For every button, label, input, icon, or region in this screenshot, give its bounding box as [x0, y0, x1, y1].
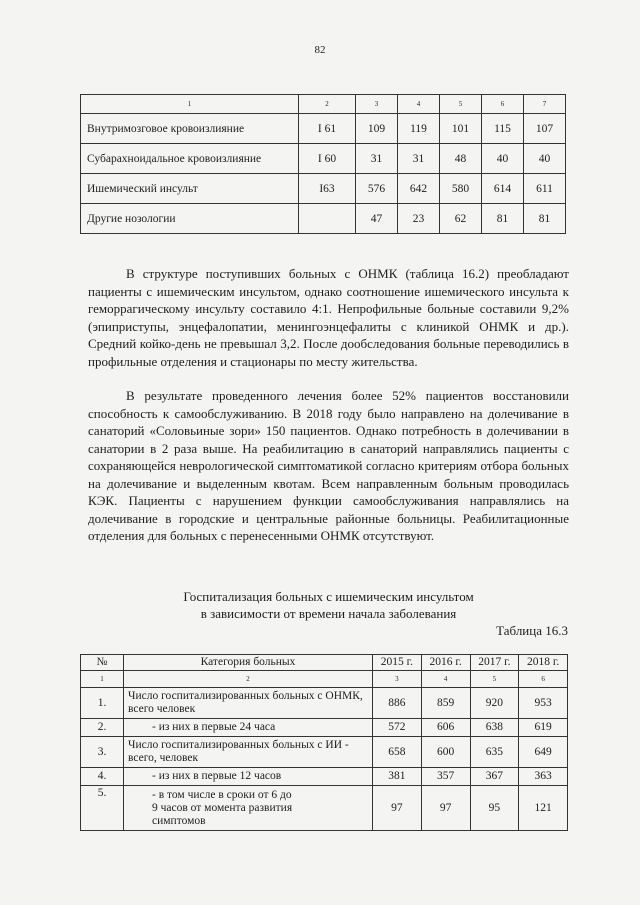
- table-header-row: [81, 95, 566, 114]
- table-number: Таблица 16.3: [496, 623, 568, 638]
- table-row: [81, 204, 566, 234]
- value-cell: 619: [519, 719, 568, 737]
- index-cell: 5: [470, 671, 519, 688]
- column-header: 2016 г.: [421, 655, 470, 671]
- category-cell: [124, 768, 373, 786]
- category: - в том числе в сроки от 6 до 9 часов от момента развития симптомов: [152, 788, 293, 827]
- row-number: 1.: [81, 688, 124, 719]
- header-cell: 6: [482, 95, 524, 114]
- row-name: Другие нозологии: [81, 204, 299, 234]
- value-cell: 635: [470, 737, 519, 768]
- table-caption-line2: в зависимости от времени начала заболевания: [200, 606, 457, 621]
- column-header: №: [81, 655, 124, 671]
- header-cell: 7: [524, 95, 566, 114]
- cell: 23: [398, 204, 440, 234]
- cell: 81: [524, 204, 566, 234]
- value-cell: 381: [373, 768, 422, 786]
- header-cell: 1: [81, 95, 299, 114]
- category: - из них в первые 12 часов: [152, 770, 282, 782]
- column-header: 2017 г.: [470, 655, 519, 671]
- index-cell: 2: [124, 671, 373, 688]
- paragraph-stroke-structure: [88, 265, 569, 370]
- row-name: Ишемический инсульт: [81, 174, 299, 204]
- value-cell: 649: [519, 737, 568, 768]
- table-row: [81, 144, 566, 174]
- cell: 81: [482, 204, 524, 234]
- value-cell: 953: [519, 688, 568, 719]
- table-header-row: [81, 655, 568, 671]
- category: Число госпитализированных больных с ИИ - всего, человек: [124, 737, 373, 768]
- table-row: [81, 114, 566, 144]
- value-cell: 363: [519, 768, 568, 786]
- cell: 31: [398, 144, 440, 174]
- column-header: Категория больных: [124, 655, 373, 671]
- value-cell: 95: [470, 786, 519, 831]
- cell: I63: [299, 174, 356, 204]
- header-cell: 3: [356, 95, 398, 114]
- value-cell: 367: [470, 768, 519, 786]
- category: Число госпитализированных больных с ОНМК, всего человек: [124, 688, 373, 719]
- cell: 40: [482, 144, 524, 174]
- category-cell: [124, 719, 373, 737]
- cell: 611: [524, 174, 566, 204]
- value-cell: 606: [421, 719, 470, 737]
- value-cell: 886: [373, 688, 422, 719]
- index-cell: 1: [81, 671, 124, 688]
- value-cell: 121: [519, 786, 568, 831]
- paragraph-text: В результате проведенного лечения более 52% пациентов восстановили способность к самообслуживанию. В 2018 году было направлено на долечивание в санаторий «Соловьиные зори» 150 пациентов. Однако потребность в долечивании в санатории в 2 раза выше. На реабилитацию в санаторий направлялись пациенты с сохраняющейся неврологической симптоматикой согласно критериям отбора больных на долечивание и выделенным квотам. Всем направленным больным проводилась КЭК. Пациенты с нарушением функции самообслуживания направлялись на долечивание в городские и центральные районные больницы. Реабилитационные отделения для больных с перенесенными ОНМК отсутствуют.: [88, 388, 569, 543]
- cell: [299, 204, 356, 234]
- page-number: 82: [314, 44, 326, 56]
- row-number: 4.: [81, 768, 124, 786]
- cell: 109: [356, 114, 398, 144]
- hospitalization-table: [80, 654, 568, 831]
- cell: 614: [482, 174, 524, 204]
- row-number: 3.: [81, 737, 124, 768]
- header-cell: 2: [299, 95, 356, 114]
- cell: I 61: [299, 114, 356, 144]
- cell: 642: [398, 174, 440, 204]
- cell: 31: [356, 144, 398, 174]
- value-cell: 97: [421, 786, 470, 831]
- row-number: 5.: [81, 786, 124, 831]
- table-row: [81, 768, 568, 786]
- category: - из них в первые 24 часа: [152, 721, 276, 733]
- header-cell: 4: [398, 95, 440, 114]
- index-cell: 3: [373, 671, 422, 688]
- table-row: [81, 719, 568, 737]
- column-header: 2015 г.: [373, 655, 422, 671]
- column-header: 2018 г.: [519, 655, 568, 671]
- table-row: [81, 688, 568, 719]
- paragraph-text: В структуре поступивших больных с ОНМК (таблица 16.2) преобладают пациенты с ишемическим инсультом, однако соотношение ишемического инсульта к геморрагическому инсульту составило 4:1. Непрофильные больные составили 9,2% (эпиприступы, энцефалопатии, менингоэнцефалиты с клиникой ОНМК и др.). Средний койко-день не превышал 3,2. После дообследования больные переводились в профильные отделения и стационары по месту жительства.: [88, 266, 569, 369]
- cell: 101: [440, 114, 482, 144]
- cell: 119: [398, 114, 440, 144]
- value-cell: 859: [421, 688, 470, 719]
- row-name: Субарахноидальное кровоизлияние: [81, 144, 299, 174]
- cell: 40: [524, 144, 566, 174]
- value-cell: 658: [373, 737, 422, 768]
- nosology-table: [80, 94, 566, 234]
- cell: 62: [440, 204, 482, 234]
- value-cell: 638: [470, 719, 519, 737]
- column-index-row: [81, 671, 568, 688]
- index-cell: 6: [519, 671, 568, 688]
- cell: 576: [356, 174, 398, 204]
- header-cell: 5: [440, 95, 482, 114]
- cell: 580: [440, 174, 482, 204]
- category-cell: [124, 786, 373, 831]
- cell: I 60: [299, 144, 356, 174]
- paragraph-treatment-results: [88, 387, 569, 545]
- value-cell: 97: [373, 786, 422, 831]
- cell: 48: [440, 144, 482, 174]
- table-caption-line1: Госпитализация больных с ишемическим инсультом: [183, 589, 474, 604]
- index-cell: 4: [421, 671, 470, 688]
- table-row: [81, 174, 566, 204]
- row-number: 2.: [81, 719, 124, 737]
- cell: 47: [356, 204, 398, 234]
- table-row: [81, 786, 568, 831]
- cell: 107: [524, 114, 566, 144]
- row-name: Внутримозговое кровоизлияние: [81, 114, 299, 144]
- value-cell: 600: [421, 737, 470, 768]
- value-cell: 572: [373, 719, 422, 737]
- value-cell: 920: [470, 688, 519, 719]
- cell: 115: [482, 114, 524, 144]
- table-row: [81, 737, 568, 768]
- value-cell: 357: [421, 768, 470, 786]
